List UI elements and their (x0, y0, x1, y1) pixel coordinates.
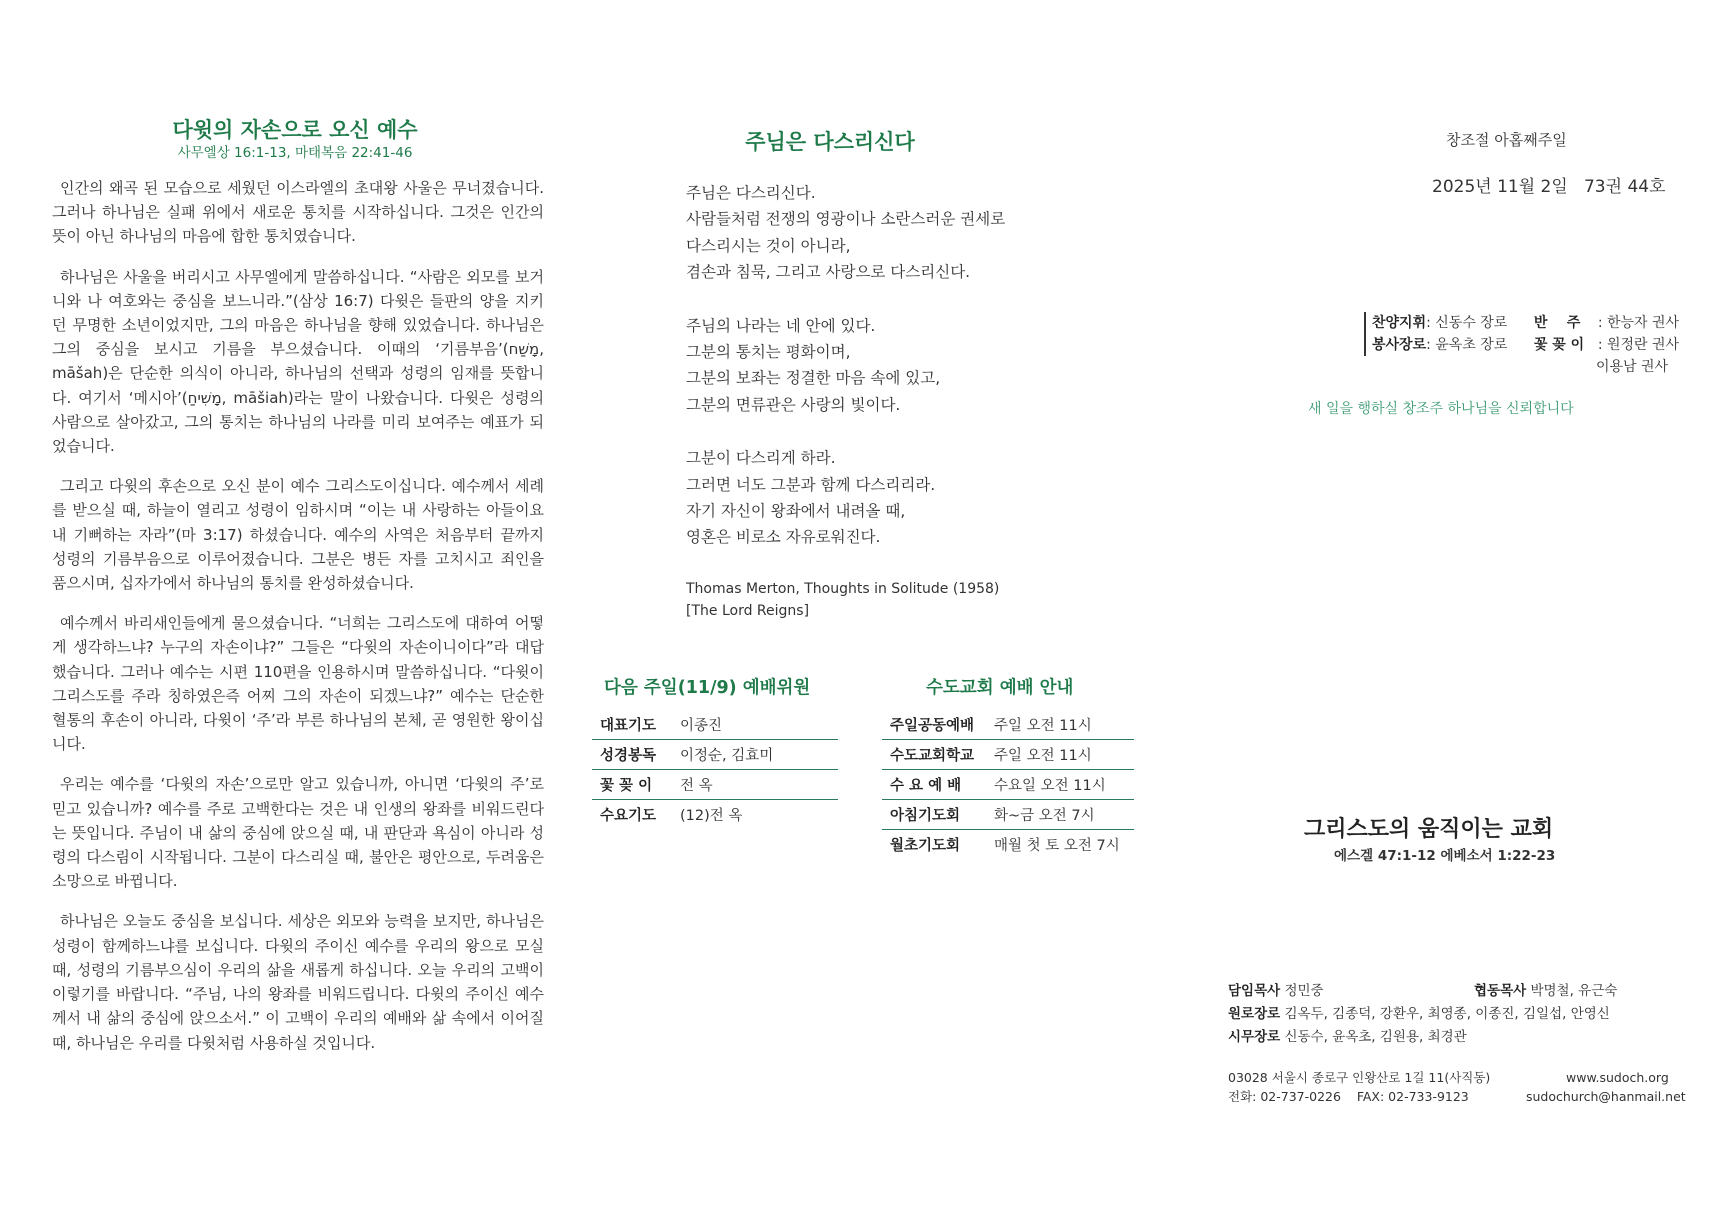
next-week-value: 전 옥 (672, 770, 838, 800)
table-row (882, 830, 1134, 860)
sermon-scripture-reference: 사무엘상 16:1-13, 마태복음 22:41-46 (177, 145, 413, 161)
date-issue: 2025년 11월 2일 73권 44호 (1432, 177, 1666, 197)
next-week-value: 이정순, 김효미 (672, 740, 838, 770)
service-label: 수 요 예 배 (882, 770, 986, 800)
senior-pastor-label: 담임목사 (1228, 983, 1281, 999)
associate-pastor-label: 협동목사 (1474, 983, 1527, 999)
sermon-paragraph: 하나님은 오늘도 중심을 보십니다. 세상은 외모와 능력을 보지만, 하나님은 성령이 함께하느냐를 보십니다. 다윗의 주이신 예수를 우리의 왕으로 모실 때, 성령의 기름부으심이 우리의 삶을 새롭게 하십니다. 오늘 우리의 고백이 이렇기를 바랍니다. “주님, 나의 왕좌를 비워드립니다. 다윗의 주이신 예수께서 내 삶의 중심에 앉으소서.” 이 고백이 우리의 예배와 삶 속에서 이어질 때, 하나님은 우리를 다윗처럼 사용하실 것입니다. (52, 912, 544, 1052)
poem-line: 그분의 통치는 평화이며, (686, 343, 851, 362)
table-row (592, 740, 838, 770)
poem-line: 영혼은 비로소 자유로워진다. (686, 528, 881, 547)
church-scripture: 에스겔 47:1-12 에베소서 1:22-23 (1334, 848, 1556, 864)
elders-emeritus-names: 김옥두, 김종덕, 강환우, 최영종, 이종진, 김일섭, 안영신 (1284, 1006, 1610, 1022)
flower-value: : 원정란 권사 (1597, 337, 1680, 353)
phone-fax: 전화: 02-737-0226 FAX: 02-733-9123 (1228, 1089, 1469, 1104)
worship-leaders (1364, 312, 1679, 356)
active-elders-label: 시무장로 (1228, 1029, 1281, 1045)
services-title: 수도교회 예배 안내 (926, 678, 1074, 698)
poem-stanza (686, 445, 1106, 551)
service-time: 매월 첫 토 오전 7시 (994, 838, 1120, 854)
poem-line: 다스리시는 것이 아니라, (686, 236, 851, 255)
poem-line: 겸손과 침묵, 그리고 사랑으로 다스리신다. (686, 263, 971, 282)
next-week-title: 다음 주일(11/9) 예배위원 (604, 678, 811, 698)
poem-line: 주님의 나라는 네 안에 있다. (686, 316, 876, 335)
accompanist-label: 반 주 (1533, 315, 1581, 331)
website-link[interactable]: www.sudoch.org (1566, 1070, 1669, 1085)
next-week-value: 이종진 (672, 710, 838, 740)
table-row (882, 740, 1134, 770)
service-label: 월초기도회 (890, 838, 961, 854)
leaders-row (1372, 334, 1679, 356)
church-name: 그리스도의 움직이는 교회 (1304, 817, 1554, 842)
leaders-row (1372, 312, 1679, 334)
choir-value: : 신동수 장로 (1426, 315, 1508, 331)
service-time: 화~금 오전 7시 (986, 800, 1134, 830)
service-label: 주일공동예배 (882, 710, 986, 740)
poem-credit: Thomas Merton, Thoughts in Solitude (1958) (686, 580, 1000, 597)
poem-body (686, 180, 1106, 622)
table-row (882, 710, 1134, 740)
active-elders (1228, 1026, 1467, 1049)
flower-label: 꽃 꽂 이 (1533, 337, 1585, 353)
associate-pastor (1474, 980, 1617, 1003)
poem-line: 그분의 면류관은 사랑의 빛이다. (686, 395, 901, 414)
table-row (882, 800, 1134, 830)
liturgical-season: 창조절 아홉째주일 (1446, 131, 1567, 149)
next-week-label: 성경봉독 (592, 740, 672, 770)
poem-stanza (686, 313, 1106, 419)
poem-line: 그분이 다스리게 하라. (686, 449, 836, 468)
active-elders-names: 신동수, 윤옥초, 김원용, 최경관 (1284, 1029, 1467, 1045)
associate-pastor-names: 박명철, 유근숙 (1530, 983, 1618, 999)
choir-label: 찬양지휘 (1372, 315, 1427, 331)
next-week-table (592, 710, 838, 829)
next-week-label: 꽃 꽂 이 (592, 770, 672, 800)
poem-line: 그분의 보좌는 정결한 마음 속에 있고, (686, 369, 941, 388)
poem-line: 주님은 다스리신다. (686, 184, 816, 202)
poem-title: 주님은 다스리신다 (745, 130, 915, 154)
service-time: 주일 오전 11시 (986, 710, 1134, 740)
sermon-paragraph: 우리는 예수를 ‘다윗의 자손’으로만 알고 있습니까, 아니면 ‘다윗의 주’로 믿고 있습니까? 예수를 주로 고백한다는 것은 내 인생의 왕좌를 비워드린다는 뜻입니다. 주님이 내 삶의 중심에 앉으실 때, 내 판단과 욕심이 아니라 성령의 다스림이 시작됩니다. 그분이 다스리실 때, 불안은 평안으로, 두려움은 소망으로 바뀝니다. (52, 775, 544, 891)
service-label: 아침기도회 (882, 800, 986, 830)
sermon-body (52, 176, 544, 1071)
senior-pastor-name: 정민중 (1284, 983, 1324, 999)
table-row (592, 770, 838, 800)
table-row (592, 710, 838, 740)
senior-pastor (1228, 980, 1324, 1003)
poem-stanza (686, 180, 1106, 286)
service-label: 수도교회학교 (882, 740, 986, 770)
services-table (882, 710, 1134, 859)
church-address: 03028 서울시 종로구 인왕산로 1길 11(사직동) (1228, 1070, 1491, 1085)
sermon-paragraph: 하나님은 사울을 버리시고 사무엘에게 말씀하십니다. “사람은 외모를 보거니와 나 여호와는 중심을 보느니라.”(삼상 16:7) 다윗은 들판의 양을 지키던 무명한 소년이었지만, 그의 마음은 하나님을 향해 있었습니다. 하나님은 그의 중심을 보시고 기름을 부으셨습니다. 이때의 ‘기름부음’(מָשַׁח, māšah)은 단순한 의식이 아니라, 하나님의 선택과 성령의 임재를 뜻합니다. 여기서 ‘메시아’(מָשִׁיחַ, māšiah)라는 말이 나왔습니다. 다윗은 성령의 사람으로 살아갔고, 그의 통치는 하나님의 나라를 미리 보여주는 예표가 되었습니다. (52, 267, 545, 456)
church-motto: 새 일을 행하실 창조주 하나님을 신뢰합니다 (1308, 401, 1574, 417)
sermon-title: 다윗의 자손으로 오신 예수 (172, 118, 418, 142)
poem-line: 사람들처럼 전쟁의 영광이나 소란스러운 권세로 (686, 210, 1006, 229)
service-time: 주일 오전 11시 (986, 740, 1134, 770)
service-elder-label: 봉사장로 (1372, 337, 1427, 353)
accompanist-value: : 한능자 권사 (1597, 315, 1680, 331)
service-time: 수요일 오전 11시 (986, 770, 1134, 800)
next-week-label: 대표기도 (592, 710, 672, 740)
service-elder-value: : 윤옥초 장로 (1426, 337, 1508, 353)
table-row (592, 800, 838, 830)
next-week-label: 수요기도 (600, 808, 657, 824)
poem-line: 그러면 너도 그분과 함께 다스리리라. (686, 475, 936, 494)
sermon-paragraph: 인간의 왜곡 된 모습으로 세웠던 이스라엘의 초대왕 사울은 무너졌습니다. 그러나 하나님은 실패 위에서 새로운 통치를 시작하십니다. 그것은 인간의 뜻이 아닌 하나님의 마음에 합한 통치였습니다. (52, 179, 544, 246)
poem-credit-title: [The Lord Reigns] (686, 602, 810, 619)
sermon-paragraph: 예수께서 바리새인들에게 물으셨습니다. “너희는 그리스도에 대하여 어떻게 생각하느냐? 누구의 자손이냐?” 그들은 “다윗의 자손이니이다”라 대답했습니다. 그러나 예수는 시편 110편을 인용하시며 말씀하십니다. “다윗이 그리스도를 주라 칭하였은즉 어찌 그의 자손이 되겠느냐?” 예수는 단순한 혈통의 후손이 아니라, 다윗이 ‘주’라 부른 하나님의 본체, 곧 영원한 왕이십니다. (52, 614, 544, 754)
next-week-value: (12)전 옥 (680, 808, 743, 824)
elders-emeritus (1228, 1003, 1610, 1026)
email-link[interactable]: sudochurch@hanmail.net (1526, 1089, 1686, 1104)
table-row (882, 770, 1134, 800)
flower-value-second: 이용남 권사 (1596, 359, 1669, 375)
elders-emeritus-label: 원로장로 (1228, 1006, 1281, 1022)
sermon-paragraph: 그리고 다윗의 후손으로 오신 분이 예수 그리스도이십니다. 예수께서 세례를 받으실 때, 하늘이 열리고 성령이 임하시며 “이는 내 사랑하는 아들이요 내 기뻐하는 자라”(마 3:17) 하셨습니다. 예수의 사역은 처음부터 끝까지 성령의 기름부음으로 이루어졌습니다. 그분은 병든 자를 고치시고 죄인을 품으시며, 십자가에서 하나님의 통치를 완성하셨습니다. (52, 477, 544, 593)
poem-line: 자기 자신이 왕좌에서 내려올 때, (686, 502, 906, 521)
